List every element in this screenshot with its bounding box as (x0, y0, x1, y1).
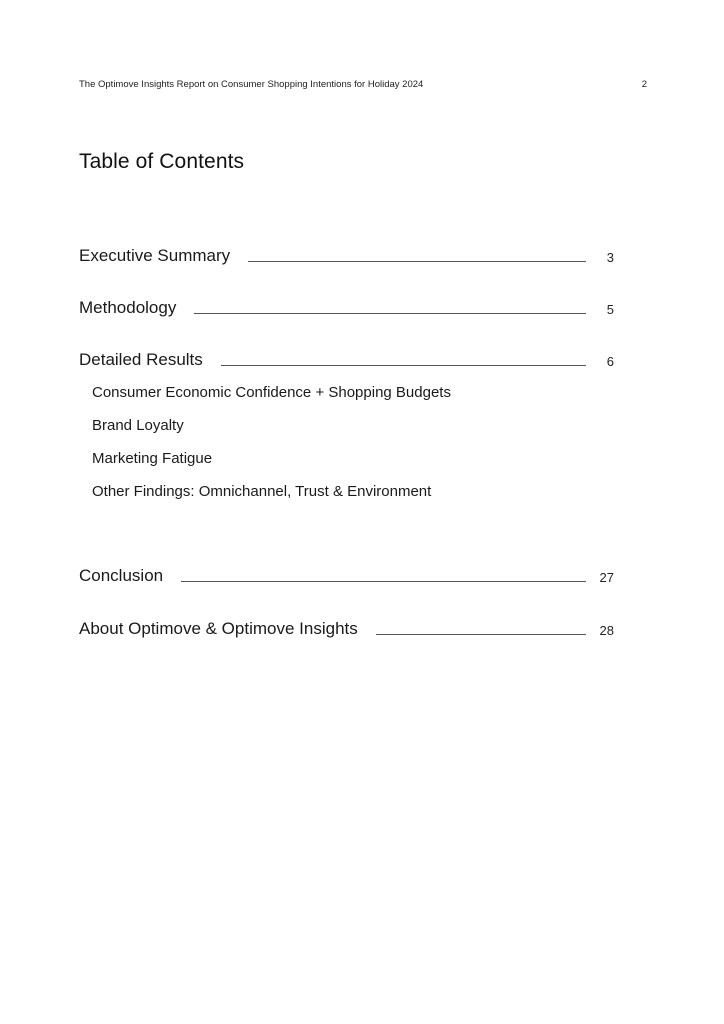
toc-entry-label: Conclusion (79, 566, 164, 585)
toc-entry-detailed-results[interactable] (79, 348, 614, 372)
toc-leader-line (221, 365, 586, 366)
toc-leader-line (181, 581, 586, 582)
toc-entry-label: Methodology (79, 298, 177, 317)
toc-entry-conclusion[interactable] (79, 564, 614, 588)
toc-leader-line (376, 634, 586, 635)
toc-entry-executive-summary[interactable] (79, 244, 614, 268)
toc-subentry-other-findings[interactable]: Other Findings: Omnichannel, Trust & Environment (92, 483, 432, 500)
page-number: 2 (641, 79, 647, 90)
toc-entry-about-optimove[interactable] (79, 617, 614, 641)
toc-subentry-marketing-fatigue[interactable]: Marketing Fatigue (92, 450, 213, 467)
toc-entry-page: 27 (599, 569, 614, 585)
toc-entry-page: 3 (606, 249, 614, 265)
toc-entry-label: Executive Summary (79, 246, 231, 265)
running-header (79, 78, 647, 92)
toc-entry-page: 6 (606, 353, 614, 369)
toc-entry-page: 5 (606, 301, 614, 317)
toc-heading: Table of Contents (79, 150, 245, 173)
toc-subentry-economic-confidence[interactable]: Consumer Economic Confidence + Shopping Budgets (92, 384, 451, 401)
toc-leader-line (248, 261, 586, 262)
toc-entry-label: Detailed Results (79, 350, 203, 369)
toc-leader-line (194, 313, 586, 314)
document-title: The Optimove Insights Report on Consumer Shopping Intentions for Holiday 2024 (79, 79, 424, 90)
toc-entry-label: About Optimove & Optimove Insights (79, 619, 358, 638)
toc-subentry-brand-loyalty[interactable]: Brand Loyalty (92, 417, 184, 434)
toc-entry-page: 28 (599, 622, 614, 638)
toc-entry-methodology[interactable] (79, 296, 614, 320)
